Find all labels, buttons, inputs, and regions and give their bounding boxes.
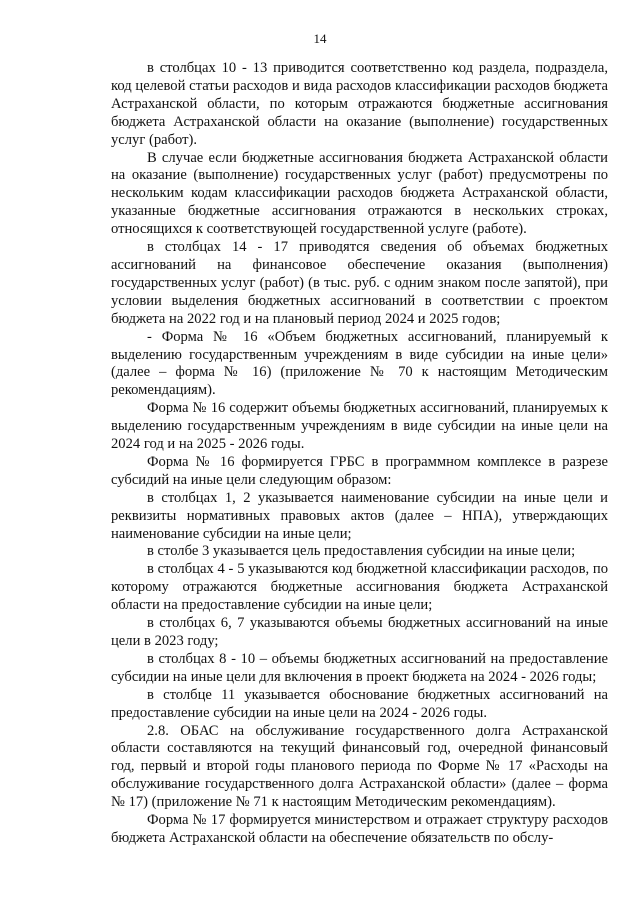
paragraph: В случае если бюджетные ассигнования бюджета Астраханской области на оказание (выполнение) государственных услуг (работ) предусмотрены по нескольким кодам классификации расходов бюджета Астраханской области, указанные бюджетные ассигнования отражаются в нескольких строках, относящихся к соответствующей государственной услуге (работе).: [111, 149, 608, 238]
paragraph: в столбцах 10 - 13 приводится соответственно код раздела, подраздела, код целевой статьи расходов и вида расходов классификации расходов бюджета Астраханской области, по которым отражаются бюджетные ассигнования бюджета Астраханской области на оказание (выполнение) государственных услуг (работ).: [111, 60, 608, 148]
paragraph: в столбце 11 указывается обоснование бюджетных ассигнований на предоставление субсидии на иные цели на 2024 - 2026 годы.: [111, 686, 608, 721]
paragraph: в столбцах 1, 2 указывается наименование субсидии на иные цели и реквизиты нормативных правовых актов (далее – НПА), утверждающих наименование субсидии на иные цели;: [111, 489, 608, 542]
paragraph: - Форма № 16 «Объем бюджетных ассигнований, планируемый к выделению государственным учреждениям в виде субсидии на иные цели» (далее – форма № 16) (приложение № 70 к настоящим Методическим рекомендациям).: [111, 328, 608, 399]
document-body: [111, 60, 608, 848]
page-number: 14: [313, 31, 327, 46]
paragraph: Форма № 16 формируется ГРБС в программном комплексе в разрезе субсидий на иные цели следующим образом:: [111, 453, 608, 488]
paragraph: в столбцах 8 - 10 – объемы бюджетных ассигнований на предоставление субсидии на иные цели для включения в проект бюджета на 2024 - 2026 годы;: [111, 650, 608, 685]
paragraph: Форма № 17 формируется министерством и отражает структуру расходов бюджета Астраханской области на обеспечение обязательств по обслу-: [111, 812, 608, 846]
paragraph: 2.8. ОБАС на обслуживание государственного долга Астраханской области составляются на текущий финансовый год, очередной финансовый год, первый и второй годы планового периода по Форме № 17 «Расходы на обслуживание государственного долга Астраханской области» (далее – форма № 17) (приложение № 71 к настоящим Методическим рекомендациям).: [111, 722, 608, 811]
paragraph: в столбцах 4 - 5 указываются код бюджетной классификации расходов, по которому отражаются бюджетные ассигнования бюджета Астраханской области на предоставление субсидии на иные цели;: [111, 561, 608, 614]
paragraph: в столбе 3 указывается цель предоставления субсидии на иные цели;: [147, 543, 576, 560]
paragraph: в столбцах 14 - 17 приводятся сведения об объемах бюджетных ассигнований на финансовое обеспечение оказания (выполнения) государственных услуг (работ) (в тыс. руб. с одним знаком после запятой), при условии выделения бюджетных ассигнований в соответствии с проектом бюджета на 2022 год и на плановый период 2024 и 2025 годов;: [111, 239, 608, 327]
paragraph: в столбцах 6, 7 указываются объемы бюджетных ассигнований на иные цели в 2023 году;: [111, 615, 608, 649]
paragraph: Форма № 16 содержит объемы бюджетных ассигнований, планируемых к выделению государственным учреждениям в виде субсидии на иные цели на 2024 год и на 2025 - 2026 годы.: [111, 400, 608, 453]
